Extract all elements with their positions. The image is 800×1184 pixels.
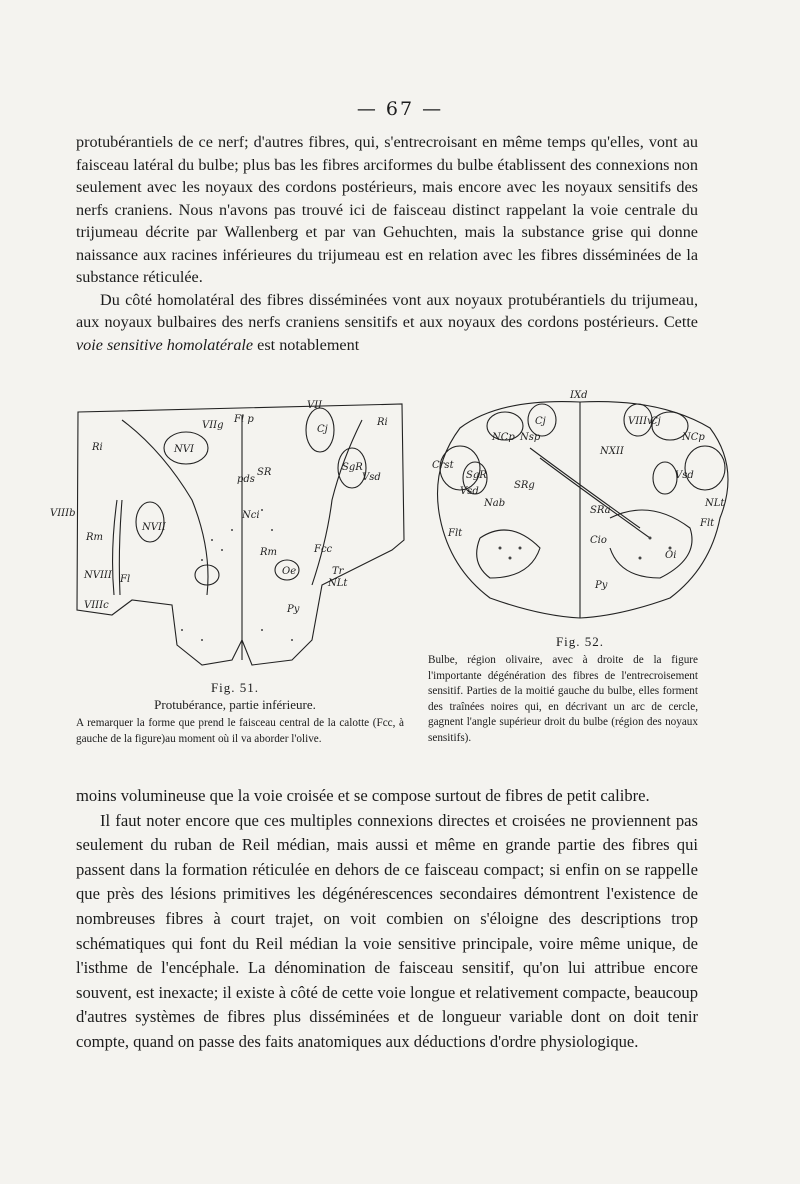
- fig52-annotation: SgR: [466, 470, 487, 481]
- paragraph-text: Du côté homolatéral des fibres disséminées vont aux noyaux protubérantiels du trijumeau, aux noyaux bulbaires des nerfs craniens sensitifs et aux noyaux des cordons postérieurs. Cette: [76, 290, 698, 331]
- body-text-bottom: [76, 784, 698, 1055]
- fig52-annotation: Oi: [665, 550, 677, 561]
- fig51-annotation: Vsd: [362, 472, 381, 483]
- fig51-annotation: Rm: [260, 547, 278, 558]
- fig51-annotation: Py: [287, 604, 300, 615]
- fig51-annotation: pds: [237, 474, 255, 485]
- fig51-annotation: VIIg: [202, 420, 224, 431]
- fig51-annotation: Cj: [317, 424, 328, 435]
- figure-52-illustration: [420, 388, 745, 623]
- figure-52-caption: [428, 653, 698, 746]
- paragraph-text: est notablement: [253, 335, 360, 354]
- fig52-annotation: Flt: [700, 518, 715, 529]
- italic-term: voie sensitive homolatérale: [76, 335, 254, 354]
- caption-text: A remarquer la forme que prend le faisceau central de la calotte (Fcc, à gauche de la figure)au moment où il va aborder l'olive.: [76, 717, 404, 745]
- fig51-annotation: VIIIc: [84, 600, 109, 611]
- fig52-annotation: Cio: [590, 535, 607, 546]
- fig52-annotation: NLt: [705, 498, 725, 509]
- fig52-annotation: VIIIv: [628, 416, 653, 427]
- figure-51-title: Protubérance, partie inférieure.: [154, 697, 316, 712]
- figure-51-caption: [76, 716, 404, 747]
- fig51-annotation: Ri: [92, 442, 103, 453]
- figure-51-label: Fig. 51.: [210, 680, 260, 695]
- fig52-annotation: NCp: [682, 432, 705, 443]
- fig51-annotation: NVIII: [84, 570, 112, 581]
- fig51-annotation: Fl p: [234, 414, 254, 425]
- fig51-annotation: Rm: [86, 532, 104, 543]
- page-number: — 67 —: [356, 98, 444, 120]
- figure-51-illustration: [50, 390, 407, 675]
- fig52-annotation: Flt: [448, 528, 463, 539]
- figure-52-label: Fig. 52.: [555, 634, 605, 649]
- paragraph: moins volumineuse que la voie croisée et se compose surtout de fibres de petit calibre.: [76, 786, 650, 805]
- fig51-annotation: NLt: [328, 578, 348, 589]
- fig52-annotation: Nsp: [520, 432, 541, 443]
- fig52-annotation: Vsd: [675, 470, 694, 481]
- caption-text: Bulbe, région olivaire, avec à droite de la figure l'importante dégénération des fibres de l'entrecroisement sensitif. Parties de la moitié gauche du bulbe, elles forment des traînées noires qui, en décrivant un arc de cercle, gagnent l'angle supérieur droit du bulbe (région des noyaux sensitifs).: [428, 654, 698, 744]
- fig51-annotation: Oe: [282, 566, 297, 577]
- fig51-annotation: Fcc: [314, 544, 333, 555]
- paragraph-homolateral: [76, 289, 698, 357]
- fig52-annotation: IXd: [570, 390, 588, 401]
- fig51-annotation: Nci: [242, 510, 260, 521]
- fig52-annotation: Vsd: [460, 486, 479, 497]
- fig51-annotation: SR: [257, 467, 272, 478]
- fig51-annotation: NVI: [174, 444, 194, 455]
- fig51-annotation: Fl: [120, 574, 131, 585]
- fig51-annotation: VIIIb: [50, 508, 76, 519]
- paragraph: Il faut noter encore que ces multiples connexions directes et croisées ne proviennent pas seulement du ruban de Reil médian, mais aussi et même en grande partie des fibres qui passent dans la formation réticulée en dehors de ce faisceau compact; si enfin on se rappelle que près des lésions primitives les dégénérescences secondaires démontrent l'existence de nombreuses fibres à court trajet, on voit combien on s'éloigne des descriptions trop schématiques qui font du Reil médian la voie sensitive principale, voire même unique, de l'isthme de l'encéphale. La dénomination de faisceau sensitif, qu'on lui attribue encore souvent, est inexacte; il existe à côté de cette voie longue et relativement compacte, beaucoup d'autres systèmes de fibres plus disséminées et de longueur variable dont on doit tenir compte, quand on passe des faits anatomiques aux déductions d'ordre physiologique.: [76, 810, 699, 1051]
- fig51-annotation: VII: [307, 400, 323, 411]
- fig51-annotation: SgR: [342, 462, 363, 473]
- body-text-top: [76, 131, 698, 356]
- fig52-annotation: Cj: [535, 416, 546, 427]
- fig51-annotation: Tr: [332, 566, 344, 577]
- fig51-annotation: Ri: [377, 417, 388, 428]
- paragraph: protubérantiels de ce nerf; d'autres fibres, qui, s'entrecroisant en même temps qu'elles, vont au faisceau latéral du bulbe; plus bas les fibres arciformes du bulbe établissent des connexions non seulement avec les noyaux des cordons postérieurs, mais encore avec les noyaux sensitifs des nerfs craniens. Nous n'avons pas trouvé ici de faisceau distinct rappelant la voie centrale du trijumeau décrite par Wallenberg et par van Gehuchten, mais la substance grise qui donne naissance aux racines inférieures du trijumeau est en relation avec les fibres disséminées de la substance réticulée.: [76, 133, 698, 286]
- fig51-annotation: NVII: [142, 522, 166, 533]
- fig52-annotation: NXII: [600, 446, 624, 457]
- fig52-annotation: Cj: [650, 416, 661, 427]
- fig52-annotation: NCp: [492, 432, 515, 443]
- fig52-annotation: Py: [595, 580, 608, 591]
- fig52-annotation: Nab: [484, 498, 506, 509]
- fig52-annotation: Crst: [432, 460, 454, 471]
- fig52-annotation: SRa: [590, 505, 611, 516]
- fig52-annotation: SRg: [514, 480, 535, 491]
